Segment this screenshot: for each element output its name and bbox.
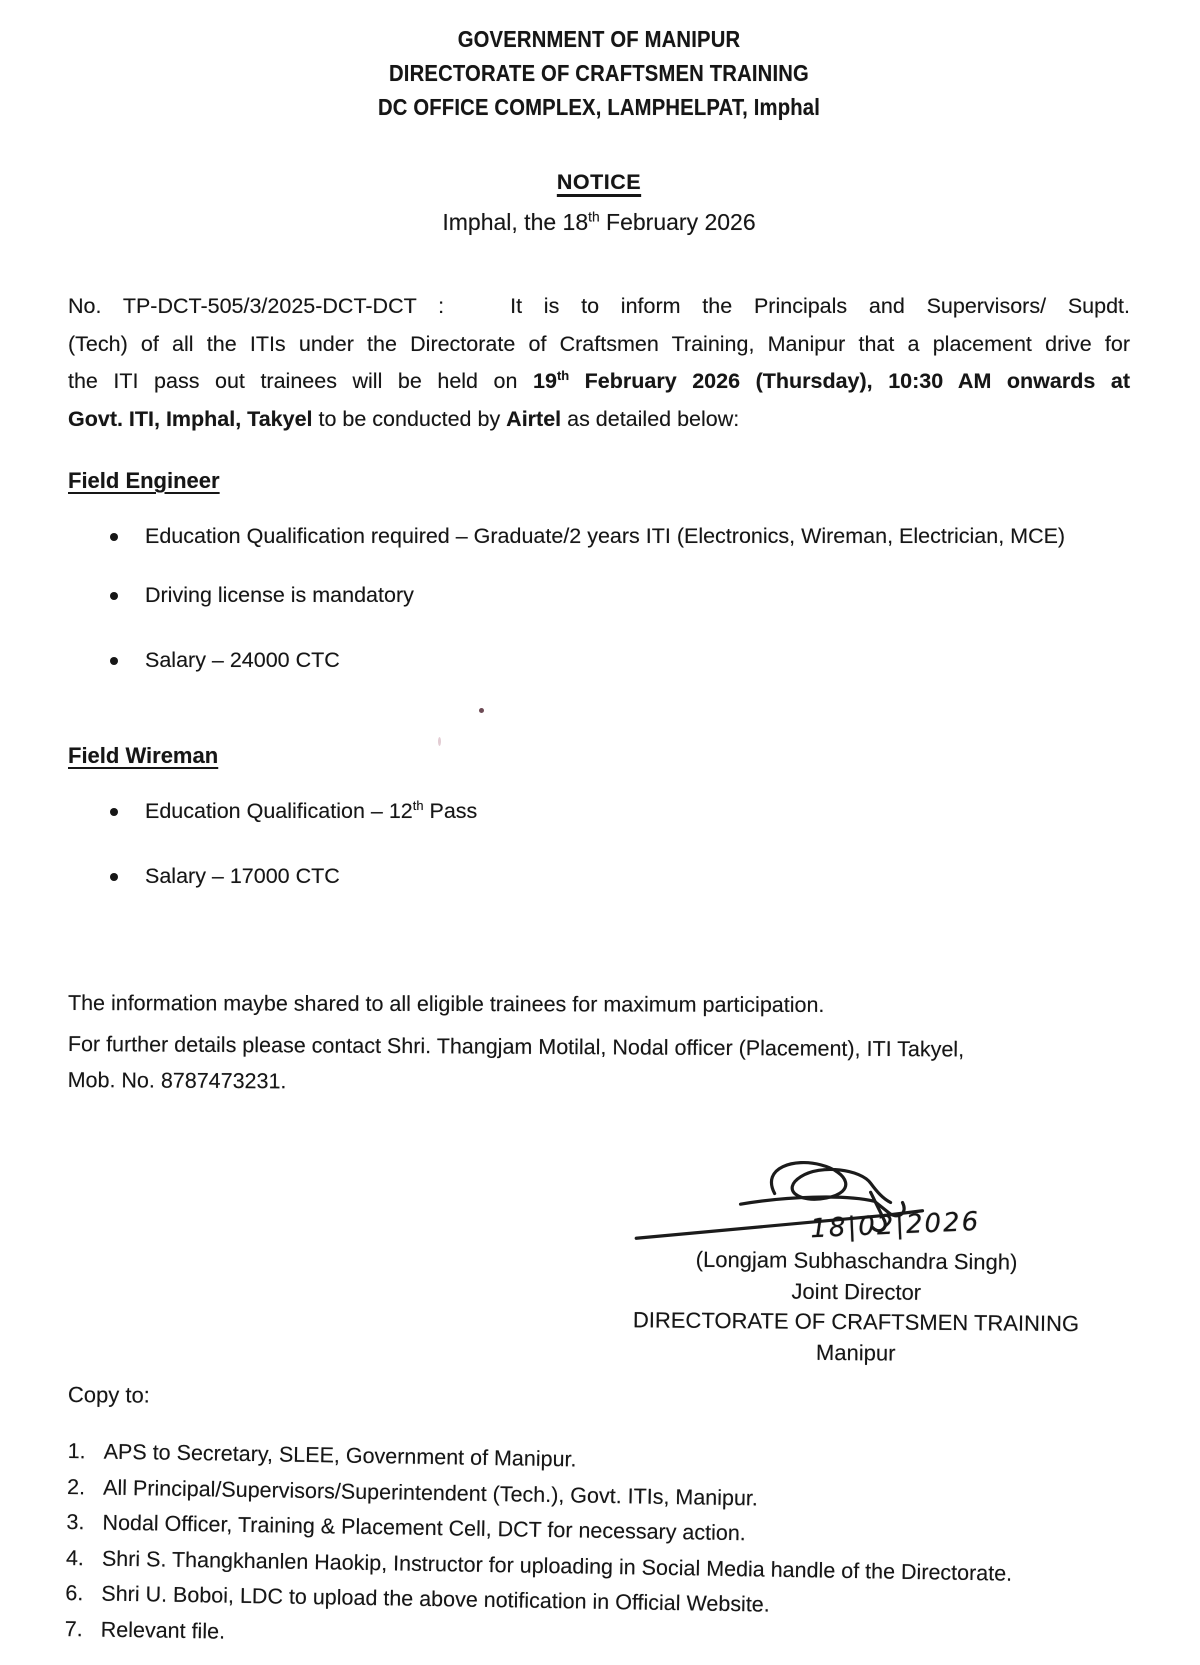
- wireman-qualification-ordinal: th: [412, 797, 424, 813]
- list-item: [68, 642, 1130, 679]
- event-date-day: 19: [533, 369, 557, 393]
- copy-item-text: Shri S. Thangkhanlen Haokip, Instructor for uploading in Social Media handle of the Directorate.: [101, 1546, 1013, 1586]
- copy-item-text: All Principal/Supervisors/Superintendent (Tech.), Govt. ITIs, Manipur.: [102, 1475, 759, 1510]
- signatory-organization: DIRECTORATE OF CRAFTSMEN TRAINING: [632, 1307, 1080, 1337]
- list-item: [68, 577, 1130, 614]
- notice-title: NOTICE: [556, 170, 642, 194]
- field-wireman-bullets: [68, 793, 1130, 895]
- copy-item-number: 4.: [65, 1545, 85, 1570]
- date-ordinal: th: [588, 209, 600, 225]
- engineer-driving-license: Driving license is mandatory: [145, 583, 414, 607]
- contact-line-2: Mob. No. 8787473231.: [67, 1067, 287, 1094]
- intro-line-1-text: It is to inform the Principals and Supervisors/ Supdt.: [510, 294, 1130, 318]
- letterhead-line-directorate: DIRECTORATE OF CRAFTSMEN TRAINING: [389, 60, 809, 86]
- signature-art: [604, 1150, 1110, 1248]
- signatory-place: Manipur: [815, 1339, 896, 1366]
- letterhead: [132, 22, 1067, 124]
- wireman-salary: Salary – 17000 CTC: [145, 864, 340, 888]
- field-engineer-bullets: [68, 518, 1130, 679]
- date-pre: Imphal, the 18: [442, 209, 589, 235]
- copy-to-label: Copy to:: [67, 1382, 150, 1408]
- letterhead-line-address: DC OFFICE COMPLEX, LAMPHELPAT, Imphal: [377, 94, 821, 120]
- date-post: February 2026: [599, 209, 756, 235]
- bullet-icon: [110, 592, 118, 600]
- copy-item-text: Shri U. Boboi, LDC to upload the above notification in Official Website.: [101, 1581, 770, 1617]
- section-heading-field-wireman: Field Wireman: [68, 743, 219, 768]
- list-item: [68, 858, 1130, 895]
- intro-line-4: [68, 401, 1130, 439]
- reference-number: No. TP-DCT-505/3/2025-DCT-DCT :: [68, 294, 445, 318]
- bullet-icon: [110, 873, 118, 881]
- bullet-icon: [110, 657, 118, 665]
- signatory-name: (Longjam Subhaschandra Singh): [695, 1246, 1018, 1275]
- copy-item-number: 3.: [66, 1509, 85, 1535]
- notice-title-wrap: [68, 170, 1130, 195]
- letterhead-line-government: GOVERNMENT OF MANIPUR: [457, 26, 741, 52]
- copy-item-number: 1.: [67, 1438, 86, 1464]
- notice-date-line: [68, 209, 1130, 236]
- section-heading-field-engineer: Field Engineer: [68, 468, 220, 493]
- list-item: [68, 793, 1130, 830]
- copy-item-number: 2.: [66, 1474, 86, 1499]
- wireman-qualification-post: Pass: [423, 799, 478, 823]
- intro-line-4-end: as detailed below:: [561, 406, 740, 431]
- signature-block: [603, 1150, 1110, 1370]
- wireman-qualification-pre: Education Qualification – 12: [145, 799, 413, 823]
- event-venue: Govt. ITI, Imphal, Takyel: [68, 406, 313, 431]
- intro-paragraph: [68, 288, 1130, 438]
- scan-artifact-dot: [438, 737, 441, 746]
- bullet-icon: [110, 533, 118, 541]
- company-name: Airtel: [506, 406, 562, 431]
- copy-to-list: [64, 1434, 1129, 1665]
- signatory-designation: Joint Director: [791, 1278, 922, 1305]
- event-date-ordinal: th: [556, 367, 570, 383]
- intro-line-3: [68, 363, 1130, 401]
- intro-line-4-mid: to be conducted by: [312, 406, 507, 431]
- copy-item-text: Relevant file.: [100, 1617, 226, 1644]
- scan-artifact-dot: [479, 708, 484, 713]
- wireman-qualification: [145, 793, 477, 830]
- copy-item-number: 7.: [64, 1616, 83, 1641]
- page-content: [64, 22, 1130, 1647]
- handwritten-date: 18|02|2026: [809, 1206, 981, 1245]
- list-item: [68, 518, 1130, 555]
- copy-item-text: APS to Secretary, SLEE, Government of Manipur.: [103, 1439, 577, 1472]
- event-date-rest: February 2026 (Thursday), 10:30 AM onwards at: [569, 369, 1130, 393]
- bullet-icon: [110, 808, 118, 816]
- intro-line-1: [68, 288, 1130, 326]
- copy-item-text: Nodal Officer, Training & Placement Cell, DCT for necessary action.: [102, 1510, 746, 1546]
- intro-line-3-text: the ITI pass out trainees will be held on: [68, 369, 534, 393]
- contact-paragraph: [68, 1026, 1130, 1104]
- engineer-salary: Salary – 24000 CTC: [145, 648, 340, 672]
- copy-item-number: 6.: [65, 1580, 84, 1606]
- contact-line-1: For further details please contact Shri. Thangjam Motilal, Nodal officer (Placement), ITI Takyel,: [67, 1031, 965, 1062]
- intro-line-2: (Tech) of all the ITIs under the Directorate of Craftsmen Training, Manipur that a placement drive for: [68, 331, 1130, 356]
- share-information-paragraph: The information maybe shared to all eligible trainees for maximum participation.: [67, 991, 825, 1017]
- engineer-qualification: Education Qualification required – Graduate/2 years ITI (Electronics, Wireman, Electrician, MCE): [145, 524, 1066, 548]
